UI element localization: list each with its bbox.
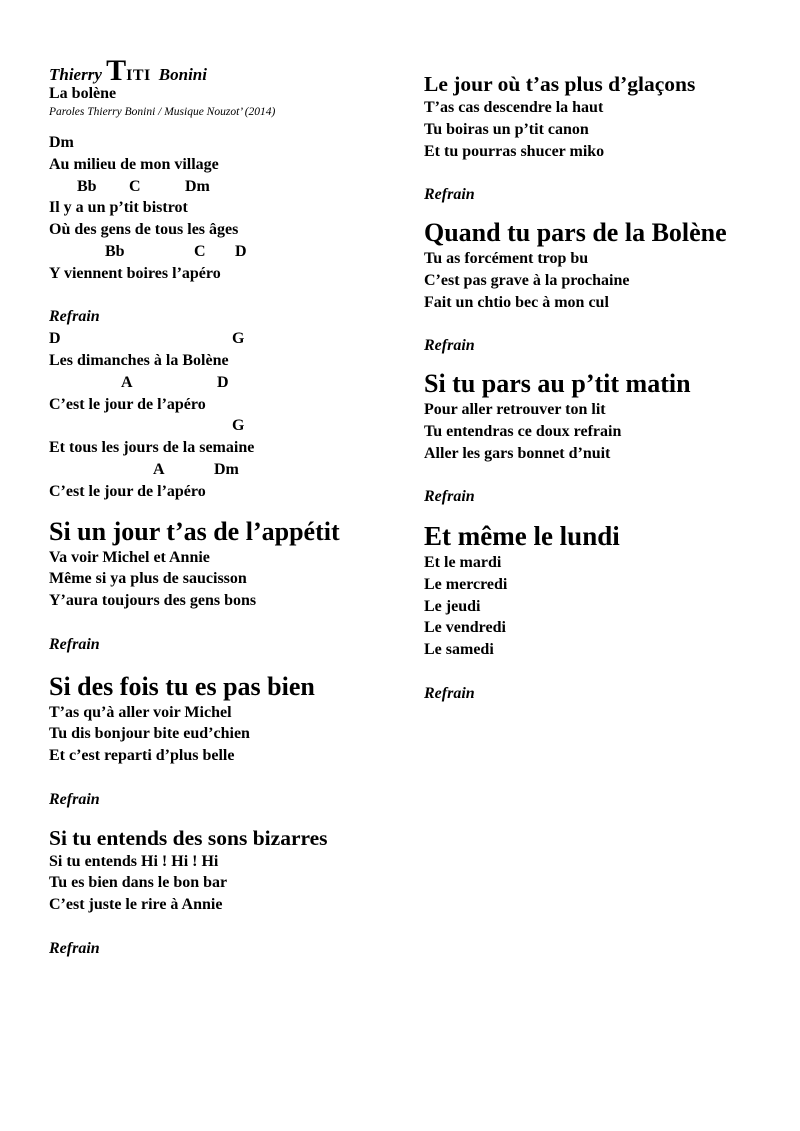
lyric-line: T’as cas descendre la haut: [424, 99, 604, 116]
chord-line: [49, 176, 389, 198]
refrain-label: Refrain: [49, 790, 100, 808]
right-column: [424, 71, 784, 705]
verse-8: [424, 520, 784, 661]
lyric-line: Si tu entends Hi ! Hi ! Hi: [49, 852, 219, 870]
author-nick-rest: ITI: [126, 67, 151, 84]
chord-line: [49, 241, 389, 263]
lyric-line: Tu as forcément trop bu: [424, 249, 589, 267]
chord: Dm: [214, 460, 239, 478]
lyric-line: T’as qu’à aller voir Michel: [49, 703, 232, 721]
verse-6: [424, 218, 784, 313]
chord: D: [217, 373, 229, 391]
song-title: La bolène: [49, 85, 117, 102]
refrain-label: Refrain: [424, 186, 475, 204]
lyric-line: Les dimanches à la Bolène: [49, 351, 229, 369]
lyric-line: Tu entendras ce doux refrain: [424, 422, 622, 440]
chord: Dm: [49, 134, 74, 151]
lyric-line: Aller les gars bonnet d’nuit: [424, 444, 611, 462]
chord-line: [49, 328, 389, 350]
chord: C: [129, 177, 141, 195]
chord-line: [49, 132, 389, 154]
chord: Dm: [185, 177, 210, 195]
refrain-label: Refrain: [49, 939, 100, 957]
refrain-label: Refrain: [424, 337, 475, 355]
chord: G: [232, 330, 245, 348]
lyric-line: Et tous les jours de la semaine: [49, 439, 255, 457]
verse-2: [49, 517, 389, 612]
lyric-line: C’est pas grave à la prochaine: [424, 271, 630, 289]
lyric-line: Tu es bien dans le bon bar: [49, 874, 228, 892]
chord: G: [232, 417, 245, 435]
verse-heading: Si tu pars au p’tit matin: [424, 368, 691, 398]
refrain-label: Refrain: [49, 635, 100, 653]
chord-line: [49, 415, 389, 437]
lyric-line: Tu boiras un p’tit canon: [424, 120, 589, 138]
verse-heading: Si tu entends des sons bizarres: [49, 825, 328, 850]
lyric-line: Va voir Michel et Annie: [49, 548, 210, 566]
chord: D: [49, 330, 61, 348]
lyric-line: C’est le jour de l’apéro: [49, 395, 206, 413]
lyric-line: Au milieu de mon village: [49, 155, 219, 173]
verse-5: [424, 71, 784, 162]
chord: C: [194, 242, 206, 260]
lyric-line: Et le mardi: [424, 553, 502, 571]
lyric-line: Où des gens de tous les âges: [49, 221, 239, 239]
verse-7: [424, 369, 784, 464]
refrain-label: Refrain: [424, 488, 475, 506]
refrain-label: Refrain: [424, 684, 475, 702]
lyric-line: Tu dis bonjour bite eud’chien: [49, 725, 250, 743]
verse-heading: Si un jour t’as de l’appétit: [49, 516, 340, 546]
chord: A: [153, 460, 165, 478]
author-last: Bonini: [158, 65, 207, 84]
lyric-line: C’est le jour de l’apéro: [49, 482, 206, 500]
lyric-line: Le jeudi: [424, 597, 481, 615]
chord-line: [49, 372, 389, 394]
verse-heading: Si des fois tu es pas bien: [49, 671, 315, 701]
lyric-line: Il y a un p’tit bistrot: [49, 199, 188, 217]
verse-heading: Quand tu pars de la Bolène: [424, 217, 727, 247]
lyric-line: Même si ya plus de saucisson: [49, 570, 247, 588]
lyric-line: Y viennent boires l’apéro: [49, 264, 221, 282]
lyric-line: Pour aller retrouver ton lit: [424, 400, 606, 418]
verse-3: [49, 672, 389, 767]
author-line: [49, 54, 389, 87]
refrain-block: [49, 306, 389, 502]
chord: D: [235, 242, 247, 260]
lyric-line: Y’aura toujours des gens bons: [49, 592, 257, 610]
verse-heading: Et même le lundi: [424, 520, 620, 551]
lyric-line: Fait un chtio bec à mon cul: [424, 293, 609, 311]
chord: A: [121, 373, 133, 391]
lyric-line: Et c’est reparti d’plus belle: [49, 747, 235, 765]
verse-1: [49, 132, 389, 285]
left-column: [49, 54, 389, 960]
refrain-label: Refrain: [49, 308, 100, 326]
verse-heading: Le jour où t’as plus d’glaçons: [424, 72, 696, 96]
lyric-line: Et tu pourras shucer miko: [424, 142, 605, 160]
lyric-line: C’est juste le rire à Annie: [49, 896, 223, 914]
verse-4: [49, 825, 389, 916]
chord: Bb: [77, 177, 97, 195]
author-first: Thierry: [49, 65, 102, 84]
author-nick-initial: T: [106, 54, 127, 87]
chord-line: [49, 459, 389, 481]
lyric-line: Le samedi: [424, 641, 494, 659]
lyric-line: Le vendredi: [424, 619, 506, 637]
chord: Bb: [105, 242, 125, 260]
song-credits: Paroles Thierry Bonini / Musique Nouzot’ (2014): [49, 106, 276, 118]
lyric-line: Le mercredi: [424, 575, 508, 593]
